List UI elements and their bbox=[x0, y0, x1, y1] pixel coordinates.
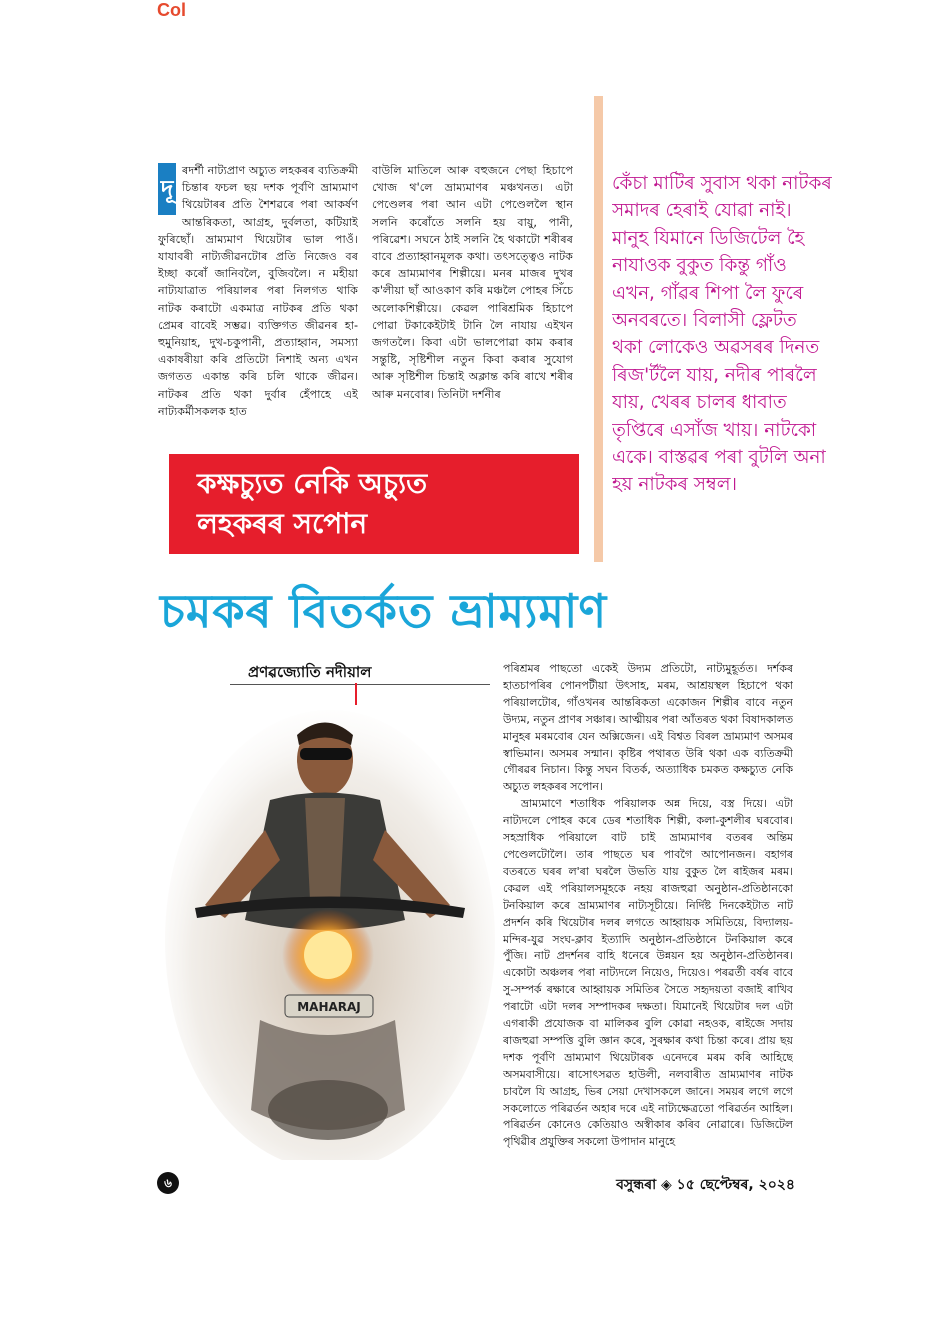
subtitle-line-1: কক্ষচ্যুত নেকি অচ্যুত bbox=[197, 467, 428, 500]
pullquote-accent-bar bbox=[594, 96, 603, 562]
corner-tag: Col bbox=[157, 0, 186, 20]
front-tyre bbox=[268, 1080, 388, 1140]
plate-text: MAHARAJ bbox=[297, 1000, 361, 1014]
subtitle-banner bbox=[169, 454, 579, 554]
article-headline: চমকৰ বিতৰ্কত ভ্ৰাম্যমাণ bbox=[160, 584, 608, 638]
paragraph-2: ভ্ৰাম্যমাণে শতাধিক পৰিয়ালক অন্ন দিয়ে, বস্ত্ৰ দিয়ে। এটা নাট্যদলে পোহৰ কৰে ডেৰ শতাধিক শিল্পী, কলা-কুশলীৰ ঘৰবোৰ। সহস্ৰাধিক পৰিয়ালে বাট চাই ভ্ৰাম্যমাণৰ বতৰৰ অন্তিম পেণ্ডেলটোলৈ। তাৰ পাছতে ঘৰ পাবগৈ আপোনজন। বহাগৰ বতৰতে ঘৰৰ ল'ৰা ঘৰলৈ উভতি যায় বুকুত লৈ ৰাইজৰ মৰম। কেৱল এই পৰিয়ালসমূহকে নহয় ৰাজহুৱা অনুষ্ঠান-প্ৰতিষ্ঠানকো টনকিয়াল কৰে ভ্ৰাম্যমাণৰ নাট্যসূচীয়ে। নিৰ্দিষ্ট দিনকেইটাত নাট প্ৰদৰ্শন কৰি থিয়েটাৰ দলৰ লগতে আহ্বায়ক সমিতিয়ে, বিদ্যালয়-মন্দিৰ-যুৱ সংঘ-ক্লাব ইত্যাদি অনুষ্ঠান-প্ৰতিষ্ঠানে টনকিয়াল কৰে পুঁজি। নাট প্ৰদৰ্শনৰ বাহি ধনেৰে উন্নয়ন হয় অনুষ্ঠান-প্ৰতিষ্ঠানৰ। একোটা অঞ্চলৰ পৰা নাট্যদলে নিয়েও, দিয়েও। পৰৱৰ্তী বৰ্ষৰ বাবে সু-সম্পৰ্ক ৰক্ষাৰে আহ্বায়ক সমিতিৰ সৈতে সহৃদয়তা বজাই ৰাখিব পৰাটো এটা দলৰ সম্পাদকৰ দক্ষতা। যিমানেই থিয়েটাৰ দল এটা এগৰাকী প্ৰযোজক বা মালিকৰ বুলি কোৱা নহওক, ৰাইজে সদায় ৰাজহুৱা সম্পত্তি বুলি জ্ঞান কৰে, সুৰক্ষাৰ কথা চিন্তা কৰে। প্ৰায় ছয় দশক পূৰ্বণি ভ্ৰাম্যমাণ থিয়েটাৰক এনেদৰে মৰম কৰি আহিছে অসমবাসীয়ে। ৰাসোৎসৱত হাউলী, নলবাৰীত ভ্ৰাম্যমাণৰ নাটক চাবলৈ যি আগ্ৰহ, ভিৰ সেয়া দেখাসকলে জানে। সময়ৰ লগে লগে সকলোতে পৰিৱৰ্তন অহাৰ দৰে এই নাট্যক্ষেত্ৰতো পৰিৱৰ্তন আহিল। পৰিৱৰ্তন কোনেও কেতিয়াও অস্বীকাৰ কৰিব নোৱাৰে। ডিজিটেল পৃথিৱীৰ প্ৰযুক্তিৰ সকলো উপাদান মানুহে bbox=[503, 797, 793, 1149]
column-1-text: ৰদৰ্শী নাট্যপ্ৰাণ অচ্যুত লহকৰৰ ব্যতিক্ৰমী চিন্তাৰ ফচল ছয় দশক পূৰ্বণি ভ্ৰাম্যমাণ থিয়েটাৰৰ প্ৰতি শৈশৱৰে পৰা আকৰ্ষণ আন্তৰিকতা, আগ্ৰহ, দুৰ্বলতা, কটিয়াই ফুৰিছোঁ। ভ্ৰাম্যমাণ থিয়েটাৰ ভাল পাওঁ। যাযাবৰী নাট্যজীৱনটোৰ প্ৰতি নিজেও বৰ ইচ্ছা কৰোঁ জানিবলৈ, বুজিবলৈ। ন মহীয়া নাট্যযাত্ৰাত পৰিয়ালৰ পৰা নিলগত থাকি নাটক কৰাটো একমাত্ৰ নাটকৰ প্ৰতি থকা প্ৰেমৰ বাবেই সম্ভৱ। ব্যক্তিগত জীৱনৰ হা-হুমুনিয়াহ, দুখ-চকুপানী, প্ৰত্যাহ্বান, সমস্যা একাষৰীয়া কৰি প্ৰতিটো নিশাই অন্য এখন জগতত একান্ত কৰি চলি থাকে জীৱন। নাটকৰ প্ৰতি থকা দুৰ্বাৰ হেঁপাহে এই নাট্যকৰ্মীসকলক হাত bbox=[158, 164, 358, 418]
article-column-2 bbox=[372, 162, 573, 442]
column-2-text: বাউলি মাতিলে আৰু বহুজনে পেছা হিচাপে খোজ থ'লে ভ্ৰাম্যমাণৰ মঞ্চখনত। এটা পেণ্ডেলৰ পৰা আন এটা পেণ্ডেললৈ স্থান সলনি কৰোঁতে সলনি হয় বায়ু, পানী, পৰিৱেশ। সঘনে ঠাই সলনি হৈ থকাটো শৰীৰৰ বাবে প্ৰত্যাহ্বানমূলক কথা। তৎসত্ত্বেও নাটক কৰে ভ্ৰাম্যমাণৰ শিল্পীয়ে। মনৰ মাজৰ দুখৰ ক'লীয়া ছাঁ আওকাণ কৰি মঞ্চলৈ পোহৰ সিঁচে অলোকশিল্পীয়ে। কেৱল পাৰিশ্ৰমিক হিচাপে পোৱা টকাকেইটাই টানি লৈ নাযায় এইখন জগতলৈ। কিবা এটা ভালপোৱা কাম কৰাৰ সন্তুষ্টি, সৃষ্টিশীল নতুন কিবা কৰাৰ সুযোগ আৰু সৃষ্টিশীল চিন্তাই অক্লান্ত কৰি ৰাখে শৰীৰ আৰু মনবোৰ। তিনিটা দৰ্শনীৰ bbox=[372, 164, 573, 401]
article-column-1 bbox=[158, 162, 358, 442]
paragraph-1: পৰিশ্ৰমৰ পাছতো একেই উদ্যম প্ৰতিটো, নাট্যমুহূৰ্তত। দৰ্শকৰ হাতচাপৰিৰ পোনপটীয়া উৎসাহ, মৰম, আশ্ৰয়স্থল হিচাপে থকা পৰিয়ালটোৰ, গাঁওখনৰ আন্তৰিকতা একোজন শিল্পীৰ বাবে নতুন উদ্যম, নতুন প্ৰাণৰ সঞ্চাৰ। আত্মীয়ৰ পৰা আঁতৰত থকা বিষাদকালত মানুহৰ মৰমবোৰ যেন অক্সিজেন। এই বিশ্বত বিৰল ভ্ৰাম্যমাণ অসমৰ স্বাভিমান। অসমৰ সন্মান। কৃষ্টিৰ পথাৰত উৰি থকা এক ব্যতিক্ৰমী গৌৰৱৰ নিচান। কিন্তু সঘন বিতৰ্ক, অত্যাধিক চমকত কক্ষচ্যুত নেকি অচ্যুত লহকৰৰ সপোন। bbox=[503, 662, 793, 794]
byline-rule bbox=[230, 684, 490, 685]
pull-quote: কেঁচা মাটিৰ সুবাস থকা নাটকৰ সমাদৰ হেৰাই যোৱা নাই। মানুহ যিমানে ডিজিটেল হৈ নাযাওক বুকুত কিন্তু গাঁও এখন, গাঁৱৰ শিপা লৈ ফুৰে অনবৰতে। বিলাসী ফ্লেটত থকা লোকেও অৱসৰৰ দিনত ৰিজ'ৰ্টলৈ যায়, নদীৰ পাৰলৈ যায়, খেৰৰ চালৰ ধাবাত তৃপ্তিৰে এসাঁজ খায়। নাটকো একে। বাস্তৱৰ পৰা বুটলি অনা হয় নাটকৰ সম্বল। bbox=[612, 173, 832, 496]
sunglasses bbox=[300, 748, 352, 760]
article-column-3 bbox=[503, 661, 793, 1173]
page-number: ৬ bbox=[157, 1172, 179, 1194]
headlight bbox=[304, 931, 352, 979]
author-byline: প্ৰণৱজ্যোতি নদীয়াল bbox=[248, 663, 372, 681]
subtitle-line-2: লহকৰৰ সপোন bbox=[197, 507, 368, 540]
motorcycle-rider-photo bbox=[165, 690, 495, 1160]
footer-magazine-date: বসুন্ধৰা ◈ ১৫ ছেপ্টেম্বৰ, ২০২৪ bbox=[616, 1177, 795, 1193]
drop-cap: দূ bbox=[158, 163, 176, 215]
rider-shirt bbox=[305, 798, 345, 900]
